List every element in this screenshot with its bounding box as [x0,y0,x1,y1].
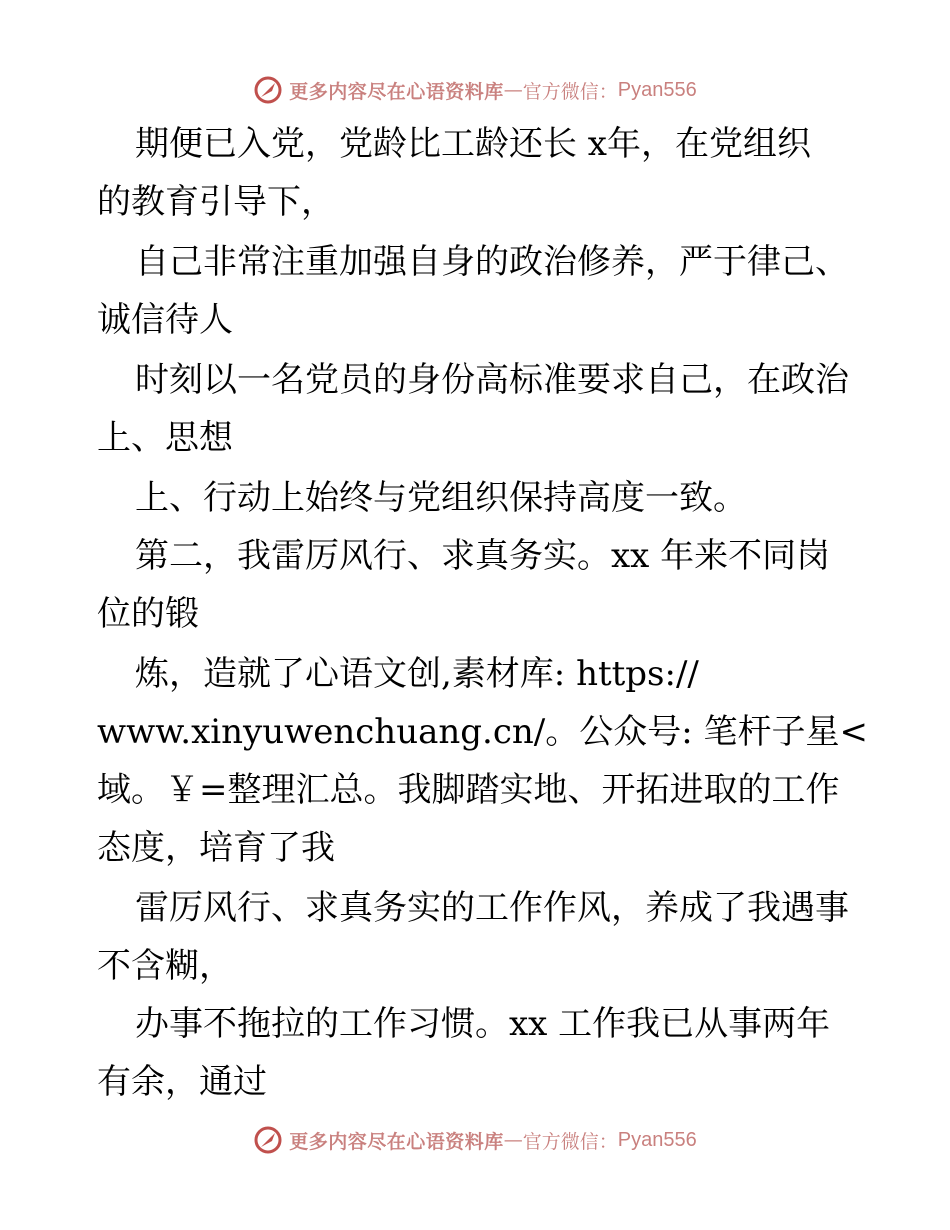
body-line: 炼，造就了心语文创,素材库: https:// [135,654,699,694]
body-line: 诚信待人 [97,300,233,340]
body-line: www.xinyuwenchuang.cn/。公众号: 笔杆子星< [97,712,868,752]
footer-subtext: 官方微信： [522,1130,618,1153]
body-line: 不含糊， [97,946,233,986]
body-line: 有余，通过 [97,1062,267,1102]
body-line: 位的锻 [97,594,199,634]
footer-banner [0,1120,950,1160]
quill-circle-icon [253,1125,283,1155]
body-line: 自己非常注重加强自身的政治修养，严于律己、 [135,242,849,282]
header-text: 更多内容尽在心语资料库 [289,80,504,103]
header-banner [0,70,950,110]
body-line: 上、思想 [97,418,233,458]
footer-text: 更多内容尽在心语资料库 [289,1130,504,1153]
footer-dash: — [503,1129,523,1151]
header-wechat-id: Pyan556 [617,78,697,101]
body-line: 域。￥=整理汇总。我脚踏实地、开拓进取的工作 [97,770,840,810]
body-line: 雷厉风行、求真务实的工作作风，养成了我遇事 [135,888,849,928]
body-line: 时刻以一名党员的身份高标准要求自己，在政治 [135,360,849,400]
body-line: 办事不拖拉的工作习惯。xx 工作我已从事两年 [135,1004,831,1044]
body-line: 上、行动上始终与党组织保持高度一致。 [135,478,747,518]
footer-wechat-id: Pyan556 [617,1128,697,1151]
quill-circle-icon [253,75,283,105]
header-dash: — [503,79,523,101]
body-line: 期便已入党，党龄比工龄还长 x年，在党组织 [135,124,811,164]
body-line: 第二，我雷厉风行、求真务实。xx 年来不同岗 [135,536,831,576]
body-line: 态度，培育了我 [97,828,335,868]
header-subtext: 官方微信： [522,80,618,103]
body-line: 的教育引导下， [97,182,335,222]
